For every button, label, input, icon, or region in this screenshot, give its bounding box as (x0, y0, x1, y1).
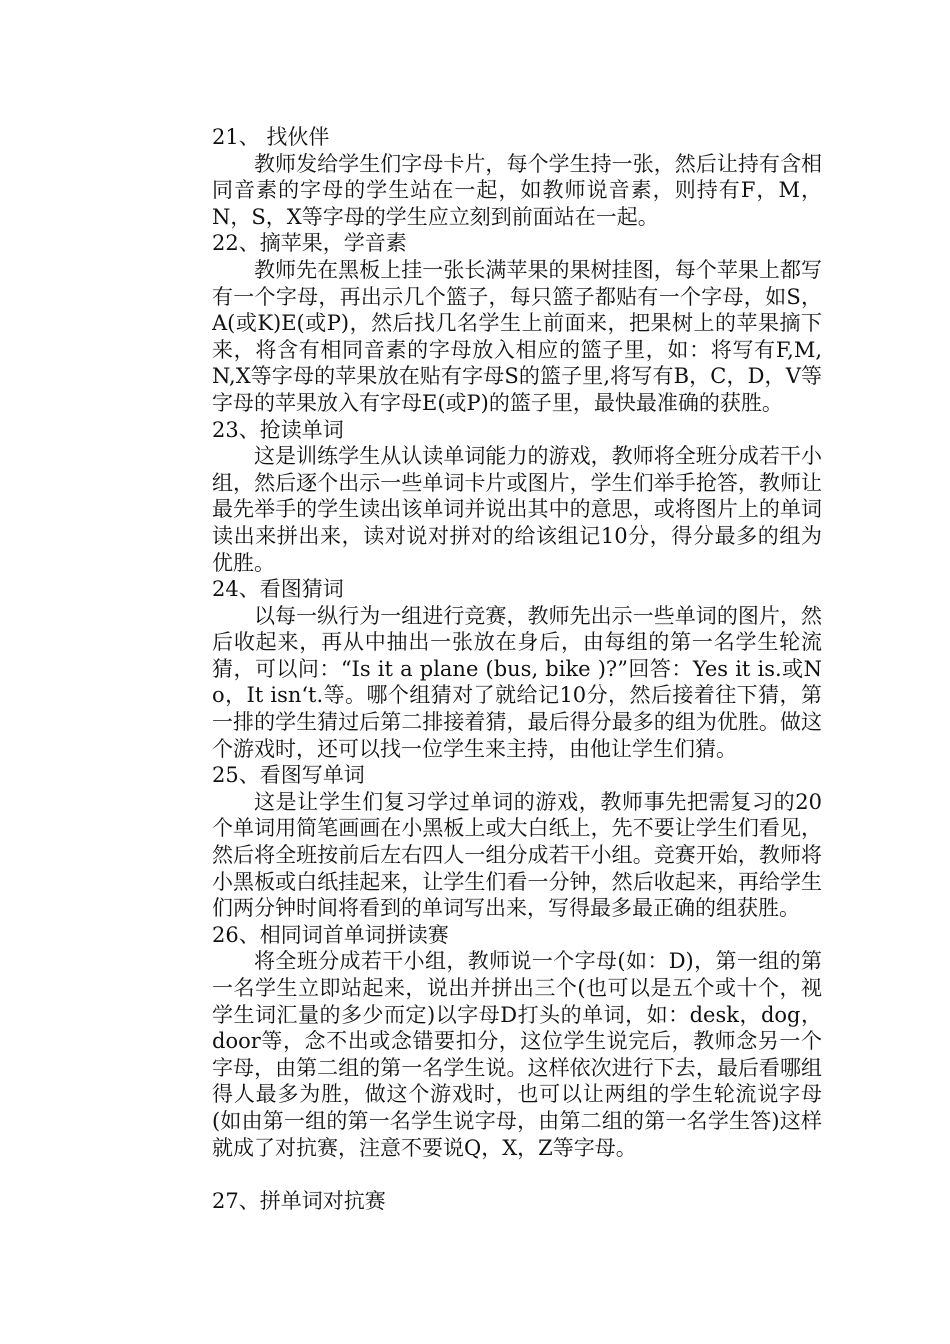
section-heading: 23、抢读单词 (212, 417, 344, 442)
section-24 (212, 576, 822, 762)
section-body: 这是训练学生从认读单词能力的游戏，教师将全班分成若干小组，然后逐个出示一些单词卡片或图片，学生们举手抢答，教师让最先举手的学生读出该单词并说出其中的意思，或将图片上的单词读出来拼出来，读对说对拼对的给该组记10分，得分最多的组为优胜。 (212, 444, 822, 575)
section-heading: 22、摘苹果，学音素 (212, 231, 407, 256)
section-26 (212, 922, 822, 1161)
section-heading: 24、看图猜词 (212, 577, 344, 602)
section-body: 以每一纵行为一组进行竞赛，教师先出示一些单词的图片，然后收起来，再从中抽出一张放在身后，由每组的第一名学生轮流猜，可以问：“Is it a plane (bus, bike )?”回答：Yes it is.或No，It isn‘t.等。哪个组猜对了就给记10分，然后接着往下猜，第一排的学生猜过后第二排接着猜，最后得分最多的组为优胜。做这个游戏时，还可以找一位学生来主持，由他让学生们猜。 (212, 603, 822, 761)
section-body: 将全班分成若干小组，教师说一个字母(如：D)，第一组的第一名学生立即站起来，说出并拼出三个(也可以是五个或十个，视学生词汇量的多少而定)以字母D打头的单词，如：desk，dog， door等，念不出或念错要扣分，这位学生说完后，教师念另一个字母，由第二组的第一名学生说。这样依次进行下去，最后看哪组得人最多为胜，做这个游戏时，也可以让两组的学生轮流说字母(如由第一组的第一名学生说字母，由第二组的第一名学生答)这样就成了对抗赛，注意不要说Q，X，Z等字母。 (212, 949, 822, 1160)
section-21 (212, 124, 822, 230)
section-body: 这是让学生们复习学过单词的游戏，教师事先把需复习的20个单词用简笔画画在小黑板上或大白纸上，先不要让学生们看见，然后将全班按前后左右四人一组分成若干小组。竞赛开始，教师将小黑板或白纸挂起来，让学生们看一分钟，然后收起来，再给学生们两分钟时间将看到的单词写出来，写得最多最正确的组获胜。 (212, 789, 822, 921)
section-heading: 27、拼单词对抗赛 (212, 1188, 386, 1213)
document-page (212, 124, 822, 1214)
section-heading: 25、看图写单词 (212, 763, 365, 788)
section-body: 教师发给学生们字母卡片，每个学生持一张，然后让持有含相同音素的字母的学生站在一起，如教师说音素，则持有F，M，N，S，X等字母的学生应立刻到前面站在一起。 (212, 151, 822, 229)
section-body: 教师先在黑板上挂一张长满苹果的果树挂图，每个苹果上都写有一个字母，再出示几个篮子，每只篮子都贴有一个字母，如S，A(或K)E(或P)，然后找几名学生上前面来，把果树上的苹果摘下来，将含有相同音素的字母放入相应的篮子里，如：将写有F,M,N,X等字母的苹果放在贴有字母S的篮子里,将写有B，C，D，V等字母的苹果放入有字母E(或P)的篮子里，最快最准确的获胜。 (212, 257, 822, 415)
section-23 (212, 417, 822, 577)
section-27 (212, 1188, 822, 1215)
blank-line (212, 1161, 822, 1188)
section-heading: 26、相同词首单词拼读赛 (212, 922, 449, 947)
section-22 (212, 230, 822, 416)
section-25 (212, 762, 822, 922)
section-heading: 21、 找伙伴 (212, 125, 330, 149)
